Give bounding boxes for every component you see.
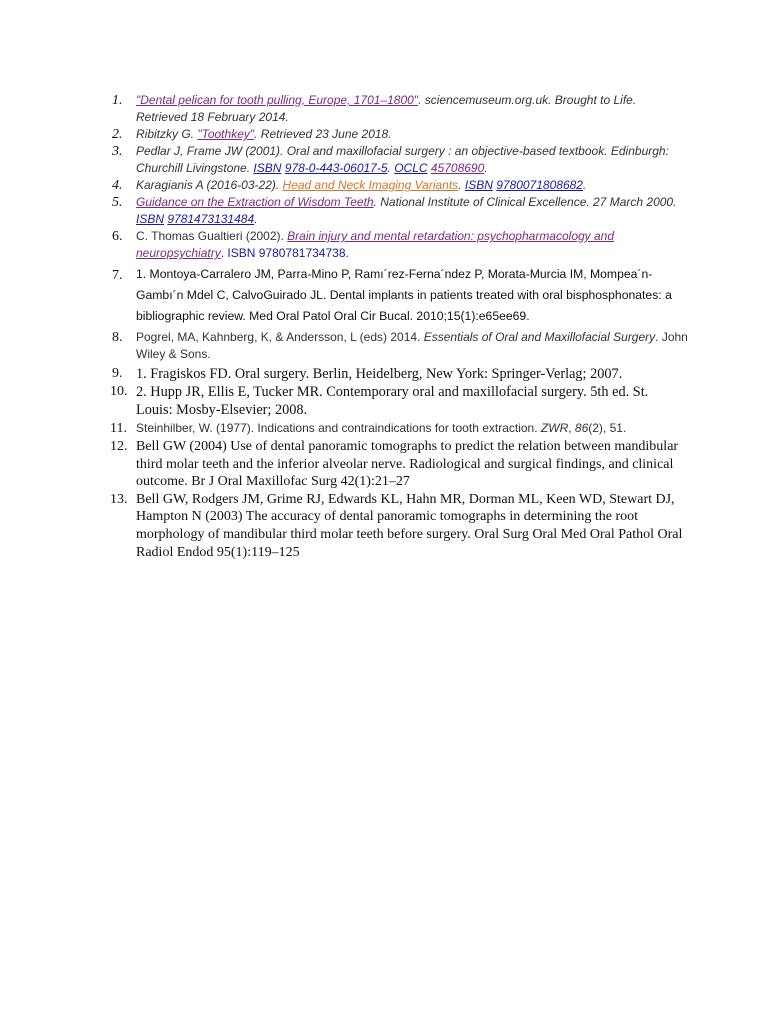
toothkey-link[interactable]: "Toothkey" bbox=[197, 127, 255, 141]
reference-list bbox=[0, 92, 768, 561]
reference-item-9 bbox=[0, 365, 768, 383]
wisdom-teeth-guidance-link[interactable]: Guidance on the Extraction of Wisdom Teeth bbox=[136, 195, 374, 209]
isbn-number-link[interactable]: 978-0-443-06017-5 bbox=[284, 161, 388, 175]
reference-item-12 bbox=[0, 438, 768, 491]
reference-item-13 bbox=[0, 491, 768, 561]
reference-text: Pogrel, MA, Kahnberg, K, & Andersson, L (eds) 2014. bbox=[136, 330, 424, 344]
reference-number: 12. bbox=[110, 439, 128, 454]
reference-text: . bbox=[387, 161, 395, 175]
reference-number: 9. bbox=[112, 366, 123, 381]
brain-injury-book-link[interactable]: Brain injury and mental retardation: psychopharmacology and neuropsychiatry bbox=[136, 229, 615, 260]
reference-text: Bell GW, Rodgers JM, Grime RJ, Edwards KL, Hahn MR, Dorman ML, Keen WD, Stewart DJ, Hampton N (2003) The accuracy of dental panoramic tomographs in determining the root morphology of mandibular third molar teeth before surgery. Oral Surg Oral Med Oral Pathol Oral Radiol Endod 95(1):119–125 bbox=[136, 491, 683, 560]
reference-text: . Retrieved 23 June 2018. bbox=[254, 127, 392, 141]
journal-volume: 86 bbox=[574, 421, 589, 435]
reference-text: Ribitzky G. bbox=[136, 127, 198, 141]
reference-item-7 bbox=[0, 264, 768, 327]
reference-text: Steinhilber, W. (1977). Indications and contraindications for tooth extraction. bbox=[136, 421, 541, 435]
reference-text: Pedlar J, Frame JW (2001). Oral and maxillofacial surgery : an objective-based textbook. Edinburgh: Churchill Livingstone. bbox=[136, 144, 669, 175]
reference-text: . ISBN 9780781734738. bbox=[220, 246, 349, 260]
reference-item-3 bbox=[0, 143, 768, 177]
reference-text: . bbox=[458, 178, 465, 192]
journal-name: ZWR bbox=[540, 421, 569, 435]
reference-number: 4. bbox=[112, 178, 123, 193]
reference-text: 2. Hupp JR, Ellis E, Tucker MR. Contemporary oral and maxillofacial surgery. 5th ed. St. Louis: Mosby-Elsevier; 2008. bbox=[136, 384, 649, 418]
reference-item-2 bbox=[0, 126, 768, 143]
reference-text: Karagianis A (2016-03-22). bbox=[136, 178, 283, 192]
isbn-number-link[interactable]: 9781473131484 bbox=[167, 212, 255, 226]
reference-number: 2. bbox=[112, 127, 123, 142]
reference-item-6 bbox=[0, 228, 768, 262]
isbn-number-link[interactable]: 9780071808682 bbox=[496, 178, 583, 192]
reference-number: 10. bbox=[110, 384, 128, 399]
reference-item-10 bbox=[0, 383, 768, 419]
reference-text: 1. Montoya-Carralero JM, Parra-Mino P, Ramı´rez-Ferna´ndez P, Morata-Murcia IM, Mompea´n-Gambı´n Mdel C, CalvoGuirado JL. Dental implants in patients treated with oral bisphosphonates: a bibliographic review. Med Oral Patol Oral Cir Bucal. 2010;15(1):e65ee69. bbox=[136, 267, 672, 323]
reference-number: 13. bbox=[110, 491, 128, 507]
reference-text: (2), 51. bbox=[588, 421, 627, 435]
reference-text: C. Thomas Gualtieri (2002). bbox=[136, 229, 288, 243]
reference-item-11 bbox=[0, 420, 768, 437]
reference-number: 1. bbox=[112, 93, 123, 108]
book-title: Essentials of Oral and Maxillofacial Surgery bbox=[423, 330, 656, 344]
reference-text: . sciencemuseum.org.uk. Brought to Life. Retrieved 18 February 2014. bbox=[136, 93, 637, 124]
reference-number: 11. bbox=[110, 421, 127, 436]
reference-text: Bell GW (2004) Use of dental panoramic tomographs to predict the relation between mandibular third molar teeth and the inferior alveolar nerve. Radiological and surgical findings, and clinical outcome. Br J Oral Maxillofac Surg 42(1):21–27 bbox=[136, 439, 679, 490]
reference-number: 7. bbox=[112, 268, 123, 283]
reference-text: , bbox=[568, 421, 575, 435]
science-museum-link[interactable]: "Dental pelican for tooth pulling, Europe, 1701–1800" bbox=[136, 93, 419, 107]
reference-number: 6. bbox=[112, 229, 123, 244]
isbn-link[interactable]: ISBN bbox=[464, 178, 493, 192]
reference-item-5 bbox=[0, 194, 768, 228]
isbn-link[interactable]: ISBN bbox=[253, 161, 282, 175]
reference-text: . bbox=[582, 178, 587, 192]
reference-text: . bbox=[254, 212, 258, 226]
reference-text: . John Wiley & Sons. bbox=[136, 330, 688, 361]
head-neck-imaging-link[interactable]: Head and Neck Imaging Variants bbox=[282, 178, 459, 192]
reference-number: 8. bbox=[112, 330, 123, 345]
reference-item-4 bbox=[0, 177, 768, 194]
reference-text: . bbox=[484, 161, 488, 175]
reference-item-8 bbox=[0, 329, 768, 363]
reference-item-1 bbox=[0, 92, 768, 126]
reference-text: 1. Fragiskos FD. Oral surgery. Berlin, Heidelberg, New York: Springer-Verlag; 2007. bbox=[136, 366, 623, 382]
reference-number: 5. bbox=[112, 195, 123, 210]
oclc-number-link[interactable]: 45708690 bbox=[430, 161, 485, 175]
reference-text: . National Institute of Clinical Excellence. 27 March 2000. bbox=[373, 195, 677, 209]
isbn-link[interactable]: ISBN bbox=[136, 212, 165, 226]
reference-number: 3. bbox=[112, 144, 123, 159]
oclc-link[interactable]: OCLC bbox=[394, 161, 428, 175]
